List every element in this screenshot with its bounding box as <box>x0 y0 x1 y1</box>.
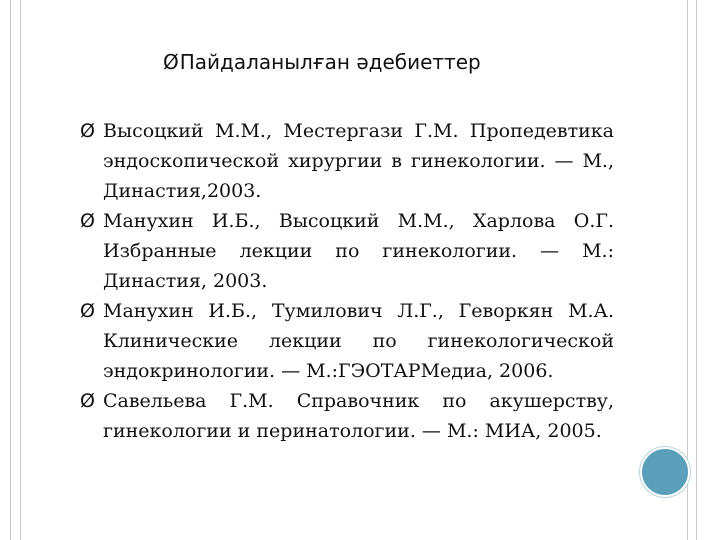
references-list <box>80 116 614 446</box>
reference-text: Манухин И.Б., Тумилович Л.Г., Геворкян М.А. Клинические лекции по гинекологической эндокринологии. — М.:ГЭОТАРМедиа, 2006. <box>103 300 614 382</box>
bullet-arrow-icon: Ø <box>80 390 95 412</box>
bullet-arrow-icon: Ø <box>80 210 95 232</box>
reference-text: Савельева Г.М. Справочник по акушерству, гинекологии и перинатологии. — М.: МИА, 2005. <box>103 390 614 442</box>
reference-text: Высоцкий М.М., Местергази Г.М. Пропедевтика эндоскопической хирургии в гинекологии. — М., Династия,2003. <box>103 120 614 202</box>
reference-item <box>80 116 614 206</box>
left-frame-decoration <box>10 0 21 540</box>
reference-item <box>80 206 614 296</box>
reference-item <box>80 296 614 386</box>
reference-item <box>80 386 614 446</box>
slide-title-text: Пайдаланылған әдебиеттер <box>179 50 481 74</box>
right-frame-decoration <box>687 0 697 540</box>
bullet-arrow-icon: Ø <box>80 300 95 322</box>
bullet-arrow-icon: Ø <box>80 120 95 142</box>
slide-title <box>163 48 583 76</box>
reference-text: Манухин И.Б., Высоцкий М.М., Харлова О.Г. Избранные лекции по гинекологии. — М.: Династия, 2003. <box>103 210 614 292</box>
accent-circle-decoration <box>640 447 690 497</box>
title-bullet-icon: Ø <box>163 50 179 74</box>
